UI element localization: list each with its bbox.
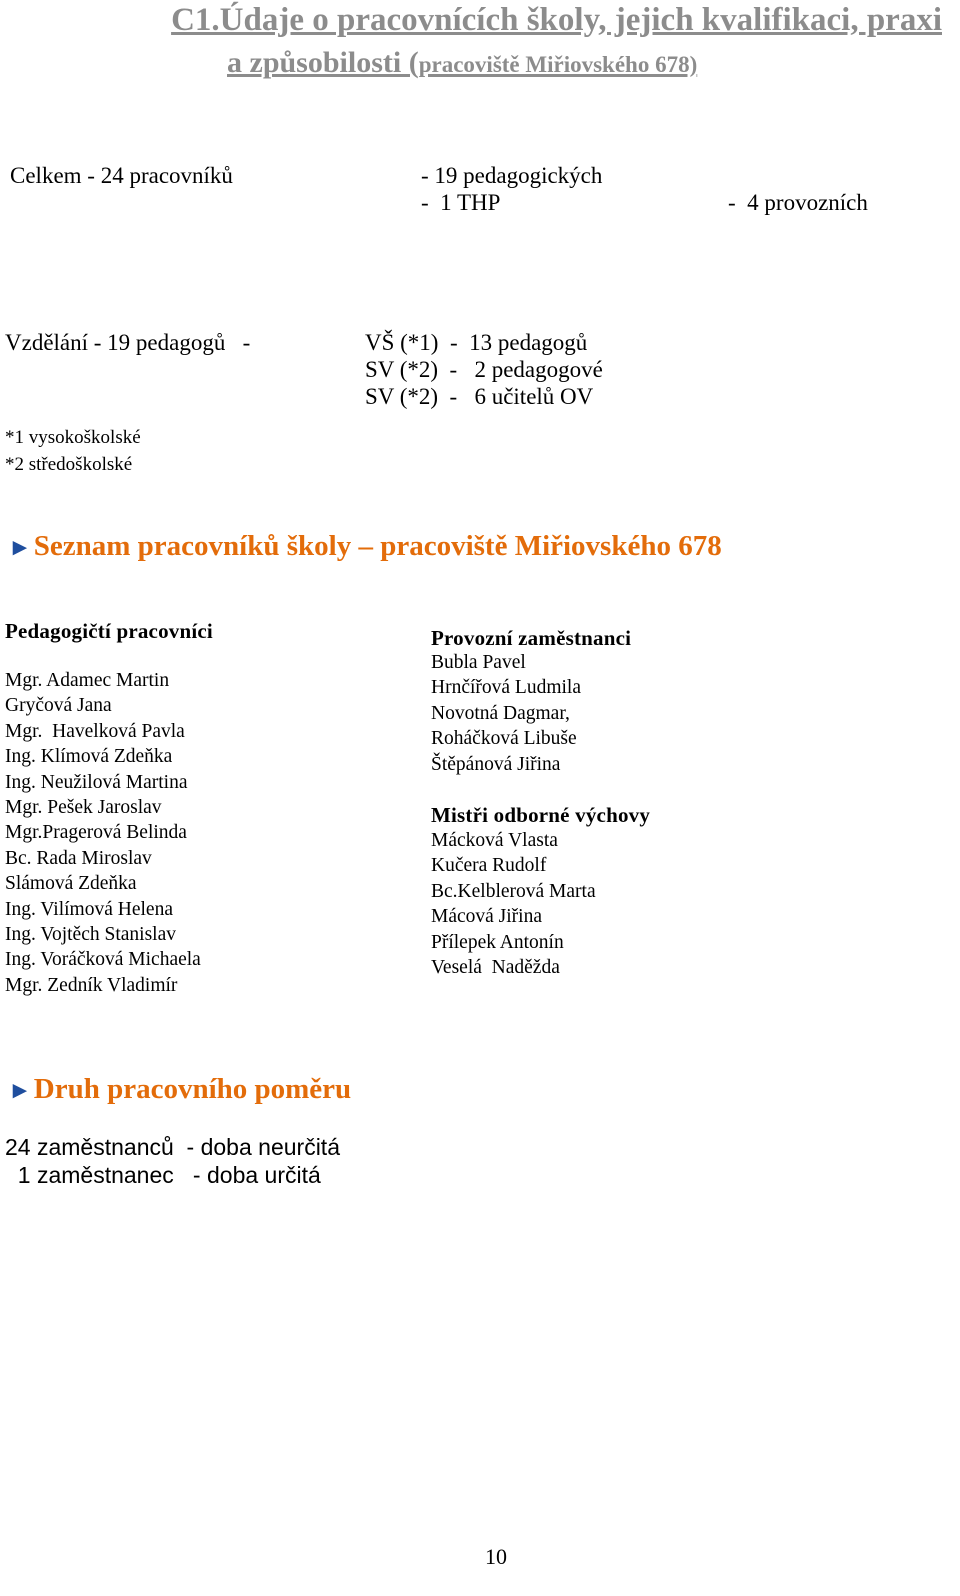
staff-list-heading [8,530,722,563]
staff-list-heading-text: Seznam pracovníků školy – pracoviště Miřiovského 678 [33,530,722,562]
list-item: Ing. Vilímová Helena [5,898,173,920]
list-item: Novotná Dagmar, [431,702,570,724]
education-label: Vzdělání - 19 pedagogů - [5,330,251,355]
list-item: Ing. Voráčková Michaela [5,949,201,971]
contract-type-heading [8,1073,351,1106]
education-row-university: VŠ (*1) - 13 pedagogů [365,330,588,355]
list-item: Ing. Vojtěch Stanislav [5,924,176,946]
title-line-2-main: a způsobilosti ( [227,46,419,79]
document-title-line-2 [227,46,697,80]
pedagogical-count: - 19 pedagogických [421,163,603,188]
list-item: Slámová Zdeňka [5,873,137,895]
list-item: Roháčková Libuše [431,728,577,750]
pedagogical-staff-list [5,668,201,998]
footnote-university: *1 vysokoškolské [5,427,141,448]
contract-type-heading-text: Druh pracovního poměru [33,1073,352,1105]
list-item: Kučera Rudolf [431,855,547,877]
list-item: Mgr. Pešek Jaroslav [5,797,162,819]
education-row-secondary-teachers: SV (*2) - 6 učitelů OV [365,384,594,409]
list-item: Štěpánová Jiřina [431,753,561,775]
operational-staff-list [431,650,581,777]
list-item: Ing. Neužilová Martina [5,771,188,793]
list-item: Mgr. Adamec Martin [5,670,170,691]
contract-indefinite: 24 zaměstnanců - doba neurčitá [5,1134,340,1160]
list-item: Veselá Naděžda [431,957,560,979]
triangle-arrow-icon: ► [8,535,32,561]
list-item: Mácová Jiřina [431,906,543,928]
list-item: Bubla Pavel [431,652,526,673]
list-item: Bc.Kelblerová Marta [431,880,596,902]
list-item: Mgr. Havelková Pavla [5,720,185,742]
list-item: Ing. Klímová Zdeňka [5,746,173,768]
list-item: Mgr. Zedník Vladimír [5,974,178,996]
total-employees: Celkem - 24 pracovníků [10,163,233,188]
document-title-line-1: C1.Údaje o pracovnících školy, jejich kvalifikaci, praxi [171,2,942,38]
title-line-2-workplace: pracoviště Miřiovského 678) [418,52,698,77]
operational-count: - 4 provozních [728,190,868,215]
thp-count: - 1 THP [421,190,501,215]
operational-staff-title: Provozní zaměstnanci [431,626,632,650]
list-item: Bc. Rada Miroslav [5,847,152,869]
contract-fixed-term: 1 zaměstnanec - doba určitá [5,1162,321,1188]
list-item: Přílepek Antonín [431,931,564,953]
pedagogical-staff-title: Pedagogičtí pracovníci [5,619,213,643]
list-item: Hrnčířová Ludmila [431,677,581,699]
page-number: 10 [485,1544,507,1569]
list-item: Mgr.Pragerová Belinda [5,822,187,844]
education-row-secondary-pedagogues: SV (*2) - 2 pedagogové [365,357,603,382]
footnote-secondary: *2 středoškolské [5,454,133,475]
triangle-arrow-icon: ► [8,1078,32,1104]
masters-title: Mistři odborné výchovy [431,803,651,827]
list-item: Mácková Vlasta [431,830,558,851]
masters-list [431,828,596,980]
list-item: Gryčová Jana [5,695,112,717]
